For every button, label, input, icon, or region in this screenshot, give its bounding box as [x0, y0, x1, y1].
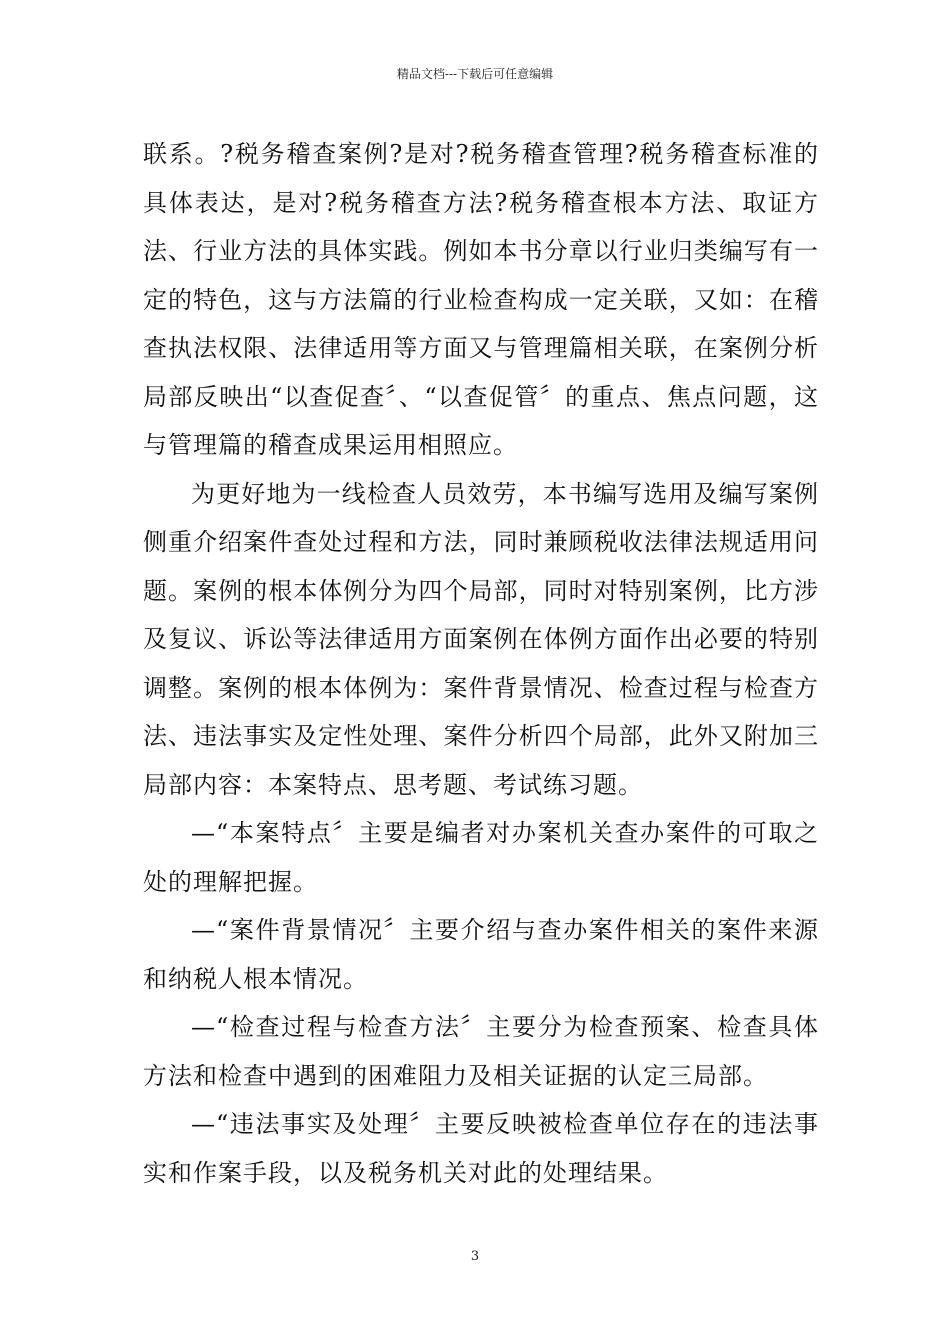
paragraph-case-background: —“案件背景情况〞主要介绍与查办案件相关的案件来源和纳税人根本情况。	[143, 916, 819, 993]
paragraph-continuation: 联系。?税务稽查案例?是对?税务稽查管理?税务稽查标准的具体表达，是对?税务稽查方法?税务稽查根本方法、取证方法、行业方法的具体实践。例如本书分章以行业归类编写有一定的特色，这与方法篇的行业检查构成一定关联，又如：在稽查执法权限、法律适用等方面又与管理篇相关联，在案例分析局部反映出“以查促查〞、“以查促管〞的重点、焦点问题，这与管理篇的稽查成果运用相照应。	[143, 140, 819, 459]
paragraph-case-features: —“本案特点〞主要是编者对办案机关查办案件的可取之处的理解把握。	[143, 819, 819, 896]
paragraph-inspection-process: —“检查过程与检查方法〞主要分为检查预案、检查具体方法和检查中遇到的困难阻力及相关证据的认定三局部。	[143, 1013, 819, 1090]
paragraph-violation-facts: —“违法事实及处理〞主要反映被检查单位存在的违法事实和作案手段，以及税务机关对此的处理结果。	[143, 1110, 819, 1187]
page-number: 3	[470, 1249, 480, 1264]
page-header: 精品文档---下载后可任意编辑	[396, 67, 554, 81]
paragraph-purpose: 为更好地为一线检查人员效劳，本书编写选用及编写案例侧重介绍案件查处过程和方法，同时兼顾税收法律法规适用问题。案例的根本体例分为四个局部，同时对特别案例，比方涉及复议、诉讼等法律适用方面案例在体例方面作出必要的特别调整。案例的根本体例为：案件背景情况、检查过程与检查方法、违法事实及定性处理、案件分析四个局部，此外又附加三局部内容：本案特点、思考题、考试练习题。	[143, 479, 819, 799]
document-body	[143, 130, 819, 1197]
